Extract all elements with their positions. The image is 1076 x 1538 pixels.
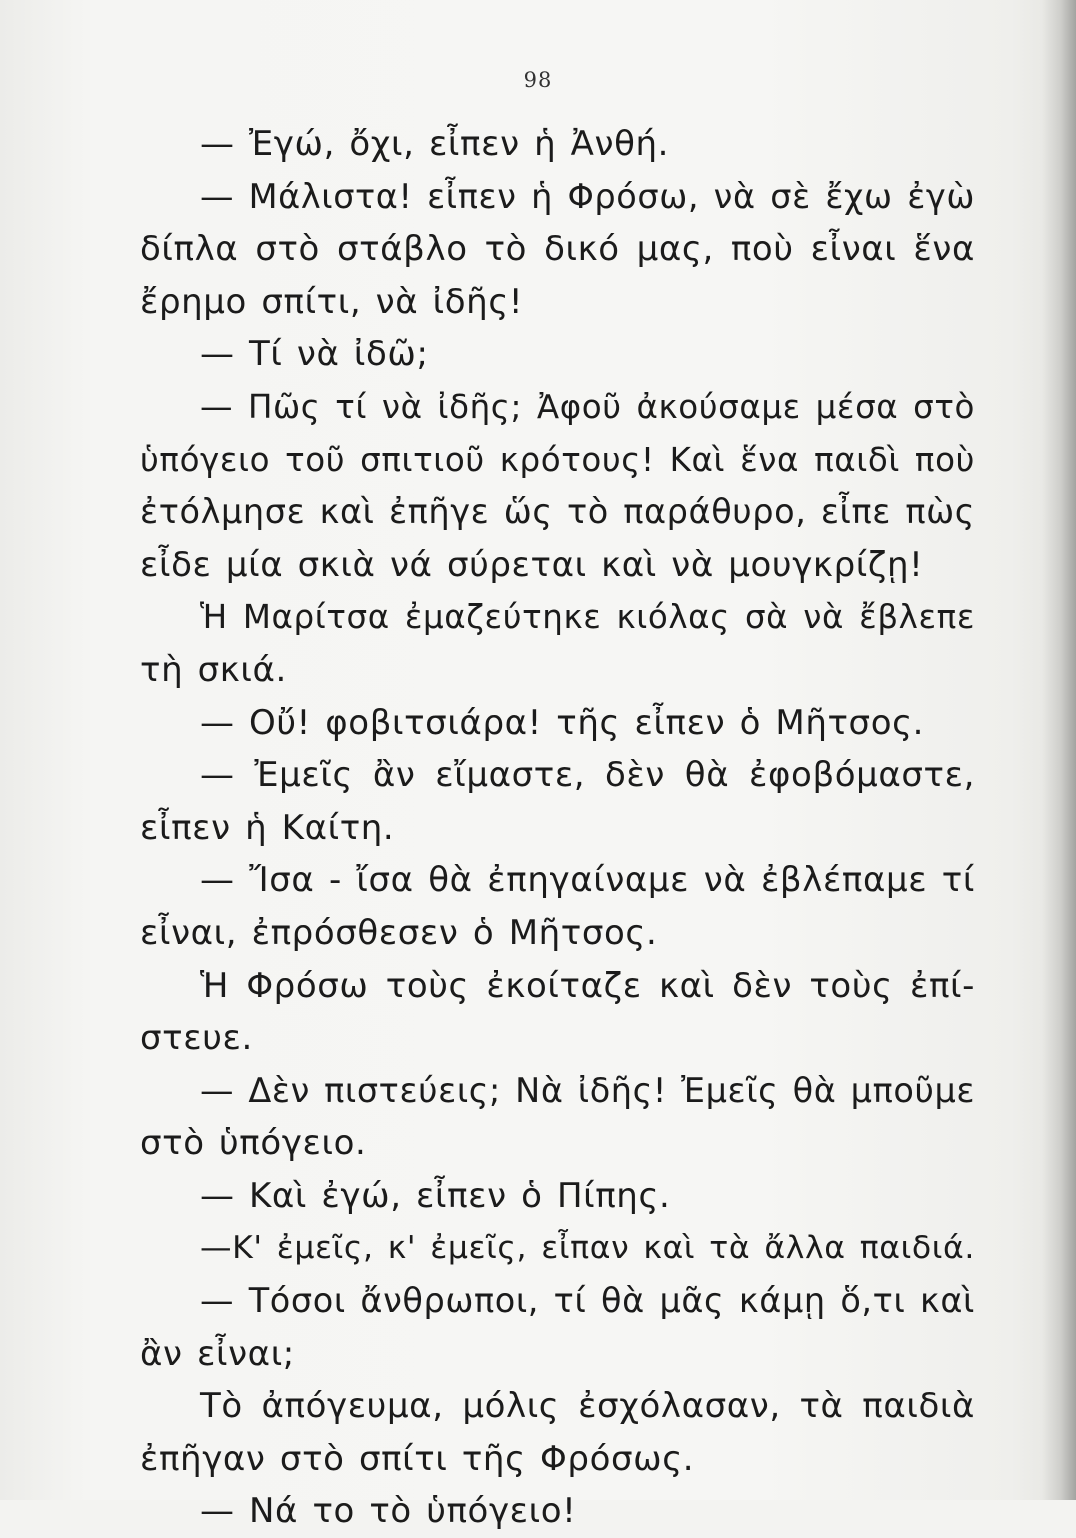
text-line: στευε. [140, 1018, 253, 1059]
text-line: — Καὶ ἐγώ, εἶπεν ὁ Πίπης. [200, 1175, 671, 1216]
text-line: ἐτόλμησε καὶ ἐπῆγε ὥς τὸ παράθυρο, εἶπε πὼς [140, 492, 975, 532]
text-line: ἂν εἶναι; [140, 1333, 295, 1374]
text-line: εἶδε μία σκιὰ νά σύρεται καὶ νὰ μουγκρίζῃ! [140, 544, 924, 585]
text-line: εἶπεν ἡ Καίτη. [140, 807, 395, 848]
page-number: 98 [523, 68, 553, 92]
text-line: — Πῶς τί νὰ ἰδῆς; Ἀφοῦ ἀκούσαμε μέσα στὸ [200, 387, 975, 426]
text-line: στὸ ὑπόγειο. [140, 1123, 367, 1164]
text-line: — Ἐμεῖς ἂν εἴμαστε, δὲν θὰ ἐφοβόμαστε, [200, 755, 975, 796]
text-line: — Μάλιστα! εἶπεν ἡ Φρόσω, νὰ σὲ ἔχω ἐγὼ [200, 176, 975, 216]
text-line: — Ἴσα - ἴσα θὰ ἐπηγαίναμε νὰ ἐβλέπαμε τί [200, 860, 975, 901]
text-line: τὴ σκιά. [140, 649, 287, 690]
text-line: ἐπῆγαν στὸ σπίτι τῆς Φρόσως. [140, 1438, 695, 1479]
text-line: — Δὲν πιστεύεις; Νὰ ἰδῆς! Ἐμεῖς θὰ μποῦμε [200, 1070, 976, 1110]
text-line: — Νά το τὸ ὑπόγειο! [200, 1491, 577, 1532]
binding-shadow [1042, 0, 1076, 1500]
text-line: ὑπόγειο τοῦ σπιτιοῦ κρότους! Καὶ ἕνα παιδὶ ποὺ [140, 440, 975, 479]
text-line: —Κ' ἐμεῖς, κ' ἐμεῖς, εἶπαν καὶ τὰ ἄλλα παιδιά. [200, 1230, 975, 1267]
text-line: Ἡ Μαρίτσα ἐμαζεύτηκε κιόλας σὰ νὰ ἔβλεπε [200, 598, 975, 637]
text-line: Τὸ ἀπόγευμα, μόλις ἐσχόλασαν, τὰ παιδιὰ [200, 1386, 975, 1427]
text-line: — Οὔ! φοβιτσιάρα! τῆς εἶπεν ὁ Μῆτσος. [200, 702, 925, 743]
text-line: — Ἐγώ, ὄχι, εἶπεν ἡ Ἀνθή. [200, 124, 670, 164]
text-line: εἶναι, ἐπρόσθεσεν ὁ Μῆτσος. [140, 912, 658, 953]
text-line: ἔρημο σπίτι, νὰ ἰδῆς! [140, 281, 524, 322]
text-line: δίπλα στὸ στάβλο τὸ δικό μας, ποὺ εἶναι ἕνα [140, 229, 975, 270]
text-line: — Τόσοι ἄνθρωποι, τί θὰ μᾶς κάμῃ ὅ,τι καὶ [200, 1281, 975, 1321]
text-line: Ἡ Φρόσω τοὺς ἐκοίταζε καὶ δὲν τοὺς ἐπί- [200, 965, 975, 1006]
text-line: — Τί νὰ ἰδῶ; [200, 334, 429, 375]
body-text [140, 118, 975, 1538]
